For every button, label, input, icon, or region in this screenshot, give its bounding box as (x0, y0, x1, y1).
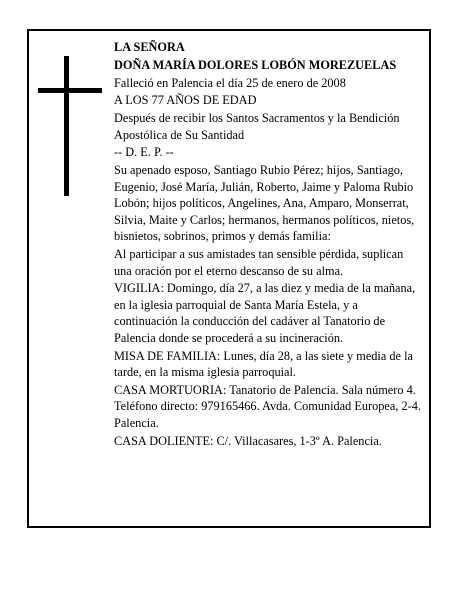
cross-horizontal-bar (38, 88, 102, 93)
family-mass-paragraph: MISA DE FAMILIA: Lunes, día 28, a las siete y media de la tarde, en la misma iglesia parroquial. (114, 348, 413, 380)
request-paragraph: Al participar a sus amistades tan sensible pérdida, suplican una oración por el eterno descanso de su alma. (114, 247, 404, 278)
deceased-name: DOÑA MARÍA DOLORES LOBÓN MOREZUELAS (114, 57, 397, 72)
vigil-paragraph: VIGILIA: Domingo, día 27, a las diez y media de la mañana, en la iglesia parroquial de Santa María Estela, y a continuación la conducción del cadáver al Tanatorio de Palencia donde se procederá a su incineración. (114, 281, 416, 345)
death-line: Falleció en Palencia el día 25 de enero de 2008 (114, 75, 346, 90)
obituary-text (114, 39, 424, 451)
mourning-house-paragraph: CASA DOLIENTE: C/. Villacasares, 1-3º A. Palencia. (114, 433, 382, 448)
dep-line: -- D. E. P. -- (114, 145, 174, 160)
title-line-1: LA SEÑORA (114, 40, 185, 54)
age-line: A LOS 77 AÑOS DE EDAD (114, 93, 257, 108)
sacraments-line: Después de recibir los Santos Sacramentos y la Bendición Apostólica de Su Santidad (114, 111, 400, 142)
cross-vertical-bar (64, 56, 69, 196)
mortuary-paragraph: CASA MORTUORIA: Tanatorio de Palencia. Sala número 4. Teléfono directo: 979165466. Avda. Comunidad Europea, 2-4. Palencia. (114, 382, 421, 430)
family-paragraph: Su apenado esposo, Santiago Rubio Pérez; hijos, Santiago, Eugenio, José María, Julián, Roberto, Jaime y Paloma Rubio Lobón; hijos políticos, Angelines, Ana, Amparo, Monserrat, Silvia, Maite y Carlos; hermanos, hermanos políticos, nietos, bisnietos, sobrinos, primos y demás familia: (114, 163, 415, 244)
cross-icon (38, 56, 102, 196)
